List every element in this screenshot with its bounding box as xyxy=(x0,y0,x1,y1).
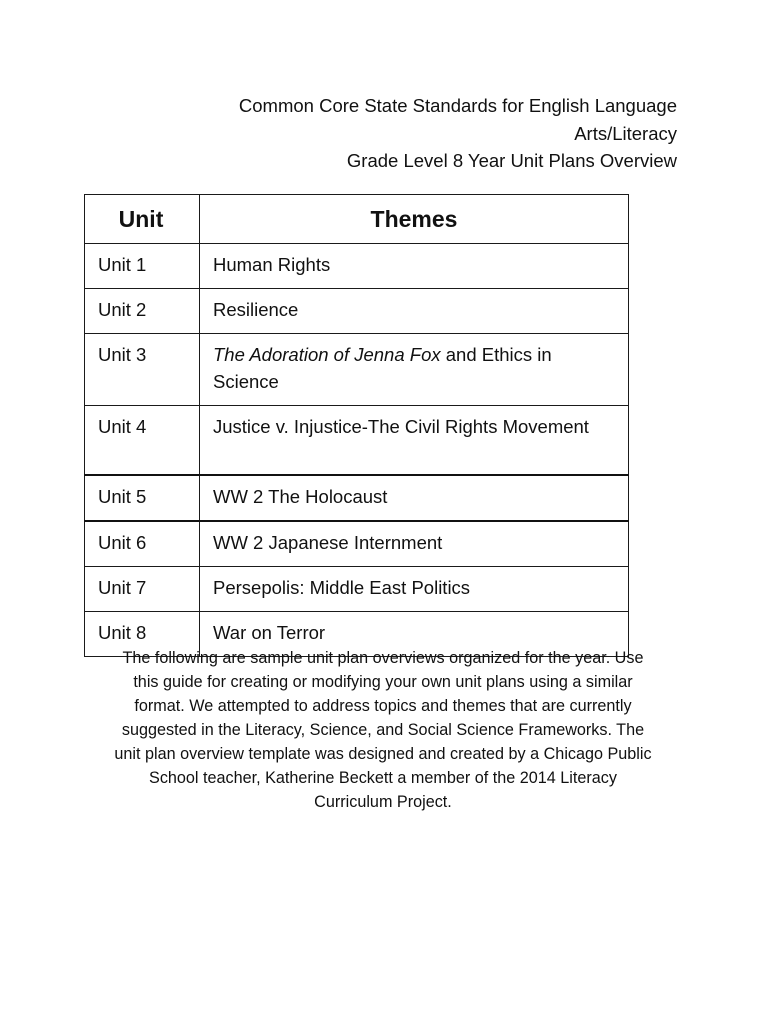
unit-cell: Unit 5 xyxy=(85,475,200,521)
header-line-2: Arts/Literacy xyxy=(574,122,677,144)
header-line-1: Common Core State Standards for English Language xyxy=(238,95,677,116)
intro-line: suggested in the Literacy, Science, and Social Science Frameworks. The xyxy=(121,721,645,739)
column-header-themes: Themes xyxy=(200,195,629,244)
theme-cell: Persepolis: Middle East Politics xyxy=(200,567,629,612)
column-header-unit: Unit xyxy=(85,195,200,244)
unit-cell: Unit 1 xyxy=(85,244,200,289)
table-row xyxy=(85,334,629,406)
intro-line: School teacher, Katherine Beckett a member of the 2014 Literacy xyxy=(149,769,617,787)
book-title: The Adoration of Jenna Fox xyxy=(213,344,441,365)
intro-line: The following are sample unit plan overviews organized for the year. Use xyxy=(122,649,644,667)
theme-cell xyxy=(200,334,629,406)
document-header xyxy=(77,92,677,175)
intro-line: unit plan overview template was designed and created by a Chicago Public xyxy=(114,745,652,763)
unit-cell: Unit 7 xyxy=(85,567,200,612)
table-row xyxy=(85,567,629,612)
table-row xyxy=(85,289,629,334)
table-row xyxy=(85,521,629,567)
unit-cell: Unit 4 xyxy=(85,406,200,476)
intro-line: this guide for creating or modifying your own unit plans using a similar xyxy=(133,673,633,691)
unit-cell: Unit 3 xyxy=(85,334,200,406)
table-row xyxy=(85,244,629,289)
intro-paragraph xyxy=(84,646,682,814)
table-row xyxy=(85,475,629,521)
theme-cell: War on Terror xyxy=(200,612,629,657)
theme-cell: Human Rights xyxy=(200,244,629,289)
theme-cell: WW 2 The Holocaust xyxy=(200,475,629,521)
unit-cell: Unit 6 xyxy=(85,521,200,567)
theme-cell: WW 2 Japanese Internment xyxy=(200,521,629,567)
header-line-3: Grade Level 8 Year Unit Plans Overview xyxy=(346,150,677,171)
unit-cell: Unit 2 xyxy=(85,289,200,334)
unit-cell: Unit 8 xyxy=(85,612,200,657)
intro-line: Curriculum Project. xyxy=(314,793,452,811)
table-header-row xyxy=(85,195,629,244)
theme-cell: Justice v. Injustice-The Civil Rights Movement xyxy=(200,406,629,476)
theme-text: and Ethics in Science xyxy=(213,344,552,392)
table-row xyxy=(85,406,629,476)
unit-themes-table xyxy=(84,194,629,657)
theme-cell: Resilience xyxy=(200,289,629,334)
intro-line: format. We attempted to address topics and themes that are currently xyxy=(134,697,632,715)
